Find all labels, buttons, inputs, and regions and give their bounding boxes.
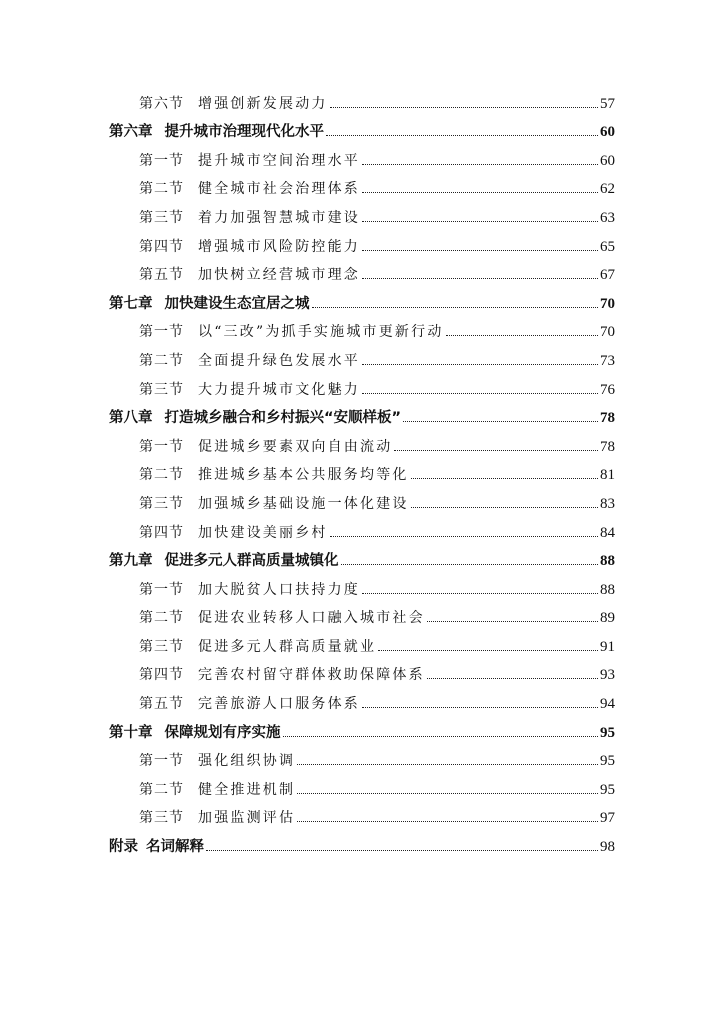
toc-entry[interactable] [109, 200, 615, 229]
section-title: 增强城市风险防控能力 [198, 238, 360, 255]
toc-entry[interactable] [109, 458, 615, 487]
toc-entry[interactable] [109, 515, 615, 544]
dot-leader [446, 335, 598, 336]
page-number: 95 [600, 753, 615, 770]
dot-leader [312, 307, 599, 308]
toc-entry[interactable] [109, 544, 615, 573]
toc-entry[interactable] [109, 486, 615, 515]
section-number: 第一节 [139, 438, 184, 455]
dot-leader [362, 393, 598, 394]
dot-leader [427, 621, 598, 622]
section-number: 第二节 [139, 181, 184, 198]
toc-entry[interactable] [109, 686, 615, 715]
section-title: 健全城市社会治理体系 [198, 181, 360, 198]
dot-leader [378, 650, 598, 651]
page-number: 95 [600, 724, 615, 741]
page-number: 67 [600, 267, 615, 284]
section-title: 增强创新发展动力 [198, 95, 328, 112]
section-number: 第一节 [139, 152, 184, 169]
table-of-contents [109, 86, 615, 858]
dot-leader [362, 164, 598, 165]
section-number: 第二节 [139, 781, 184, 798]
chapter-title: 提升城市治理现代化水平 [164, 124, 324, 141]
chapter-number: 第十章 [109, 724, 153, 741]
section-title: 加强城乡基础设施一体化建设 [198, 495, 409, 512]
section-number: 第四节 [139, 524, 184, 541]
page-number: 95 [600, 781, 615, 798]
toc-entry[interactable] [109, 801, 615, 830]
chapter-number: 第七章 [109, 295, 153, 312]
toc-entry[interactable] [109, 286, 615, 315]
section-title: 加强监测评估 [198, 810, 296, 827]
dot-leader [362, 707, 598, 708]
section-title: 着力加强智慧城市建设 [198, 209, 360, 226]
section-number: 第四节 [139, 238, 184, 255]
section-title: 强化组织协调 [198, 753, 296, 770]
section-number: 第三节 [139, 209, 184, 226]
page-number: 63 [600, 209, 615, 226]
toc-entry[interactable] [109, 172, 615, 201]
section-title: 完善旅游人口服务体系 [198, 696, 360, 713]
page-number: 88 [600, 553, 615, 570]
toc-entry[interactable] [109, 829, 615, 858]
toc-entry[interactable] [109, 86, 615, 115]
dot-leader [341, 564, 599, 565]
dot-leader [427, 678, 598, 679]
chapter-number: 第九章 [109, 553, 153, 570]
section-number: 第三节 [139, 381, 184, 398]
appendix-title: 名词解释 [146, 839, 204, 856]
page-number: 91 [600, 638, 615, 655]
chapter-title: 加快建设生态宜居之城 [164, 295, 310, 312]
toc-entry[interactable] [109, 629, 615, 658]
section-number: 第二节 [139, 352, 184, 369]
page-number: 70 [600, 324, 615, 341]
toc-entry[interactable] [109, 572, 615, 601]
section-title: 加快树立经营城市理念 [198, 267, 360, 284]
dot-leader [362, 278, 598, 279]
page-number: 97 [600, 810, 615, 827]
toc-entry[interactable] [109, 315, 615, 344]
toc-entry[interactable] [109, 429, 615, 458]
toc-entry[interactable] [109, 715, 615, 744]
section-number: 第三节 [139, 495, 184, 512]
section-number: 第五节 [139, 267, 184, 284]
page-number: 98 [600, 839, 615, 856]
section-title: 健全推进机制 [198, 781, 296, 798]
dot-leader [362, 593, 598, 594]
section-number: 第三节 [139, 810, 184, 827]
section-number: 第一节 [139, 753, 184, 770]
toc-entry[interactable] [109, 658, 615, 687]
section-number: 第三节 [139, 638, 184, 655]
section-title: 加大脱贫人口扶持力度 [198, 581, 360, 598]
dot-leader [283, 736, 599, 737]
page-number: 94 [600, 696, 615, 713]
chapter-title: 促进多元人群高质量城镇化 [164, 553, 339, 570]
dot-leader [362, 364, 598, 365]
page-number: 65 [600, 238, 615, 255]
dot-leader [362, 221, 598, 222]
toc-entry[interactable] [109, 343, 615, 372]
page-number: 70 [600, 295, 615, 312]
toc-entry[interactable] [109, 601, 615, 630]
page-number: 84 [600, 524, 615, 541]
toc-entry[interactable] [109, 401, 615, 430]
page-number: 62 [600, 181, 615, 198]
chapter-number: 第八章 [109, 410, 153, 427]
dot-leader [403, 421, 598, 422]
page-number: 78 [600, 410, 615, 427]
section-number: 第四节 [139, 667, 184, 684]
section-number: 第六节 [139, 95, 184, 112]
dot-leader [362, 250, 598, 251]
section-title: 促进多元人群高质量就业 [198, 638, 377, 655]
dot-leader [297, 793, 598, 794]
dot-leader [394, 450, 598, 451]
toc-entry[interactable] [109, 372, 615, 401]
section-title: 全面提升绿色发展水平 [198, 352, 360, 369]
page-number: 76 [600, 381, 615, 398]
chapter-number: 第六章 [109, 124, 153, 141]
page-number: 60 [600, 124, 615, 141]
page-number: 78 [600, 438, 615, 455]
section-number: 第二节 [139, 467, 184, 484]
section-number: 第五节 [139, 696, 184, 713]
section-title: 大力提升城市文化魅力 [198, 381, 360, 398]
page-number: 57 [600, 95, 615, 112]
toc-entry[interactable] [109, 143, 615, 172]
toc-entry[interactable] [109, 115, 615, 144]
section-title: 加快建设美丽乡村 [198, 524, 328, 541]
dot-leader [411, 478, 598, 479]
section-number: 第一节 [139, 581, 184, 598]
section-title: 以“三改”为抓手实施城市更新行动 [198, 324, 444, 341]
page-number: 88 [600, 581, 615, 598]
page-number: 81 [600, 467, 615, 484]
page-number: 89 [600, 610, 615, 627]
page-number: 83 [600, 495, 615, 512]
section-title: 提升城市空间治理水平 [198, 152, 360, 169]
toc-entry[interactable] [109, 258, 615, 287]
dot-leader [362, 192, 598, 193]
page-number: 73 [600, 352, 615, 369]
section-title: 推进城乡基本公共服务均等化 [198, 467, 409, 484]
dot-leader [297, 764, 598, 765]
section-number: 第二节 [139, 610, 184, 627]
appendix-label: 附录 [109, 839, 138, 856]
dot-leader [297, 821, 598, 822]
section-title: 完善农村留守群体救助保障体系 [198, 667, 425, 684]
page-number: 60 [600, 152, 615, 169]
dot-leader [330, 107, 598, 108]
dot-leader [326, 135, 598, 136]
toc-entry[interactable] [109, 772, 615, 801]
page-number: 93 [600, 667, 615, 684]
toc-entry[interactable] [109, 229, 615, 258]
section-title: 促进城乡要素双向自由流动 [198, 438, 393, 455]
section-title: 促进农业转移人口融入城市社会 [198, 610, 425, 627]
dot-leader [411, 507, 598, 508]
chapter-title: 保障规划有序实施 [164, 724, 281, 741]
toc-entry[interactable] [109, 744, 615, 773]
dot-leader [330, 536, 598, 537]
section-number: 第一节 [139, 324, 184, 341]
dot-leader [206, 850, 598, 851]
chapter-title: 打造城乡融合和乡村振兴“安顺样板” [164, 410, 402, 427]
